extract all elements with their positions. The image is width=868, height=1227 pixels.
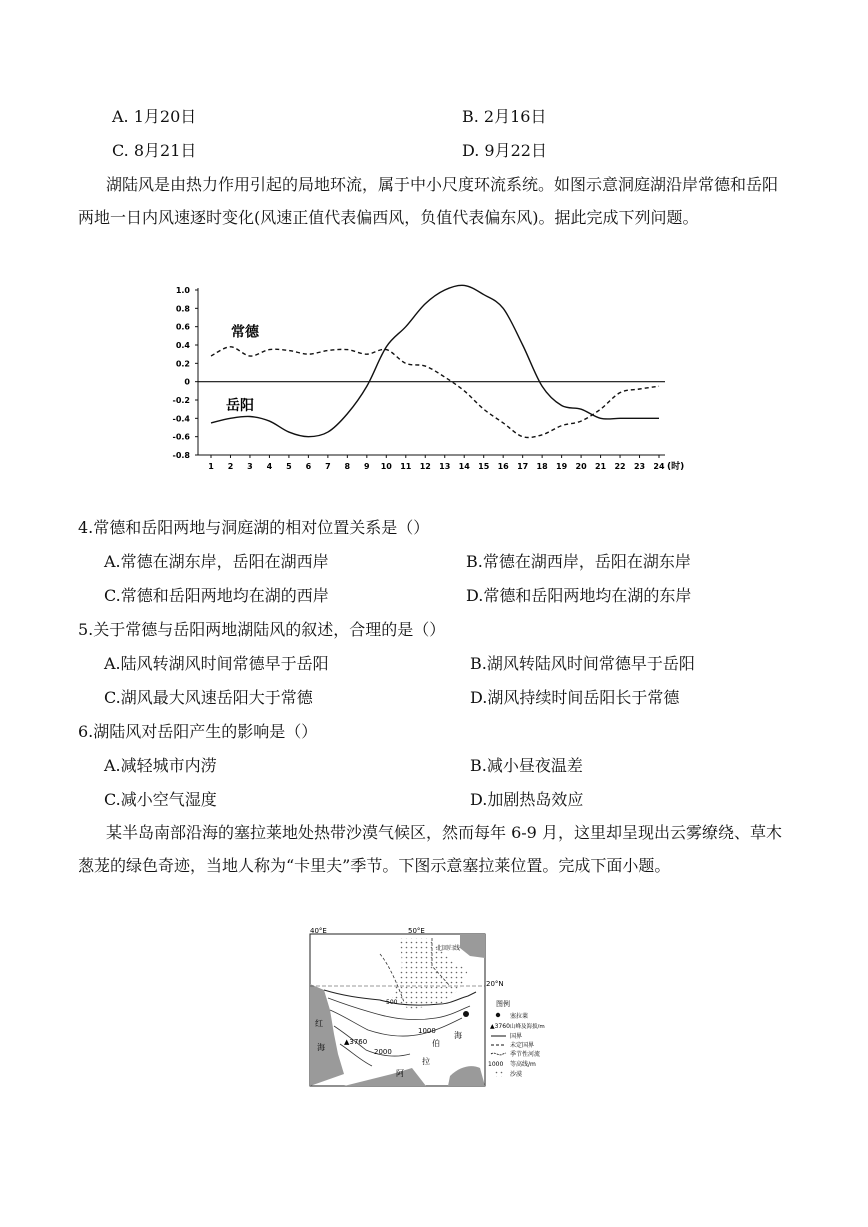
legend-peak: 山峰及海拔/m — [510, 1024, 545, 1030]
wind-speed-chart — [0, 275, 868, 485]
y-tick-label: 0.4 — [175, 341, 190, 350]
x-tick-label: 7 — [325, 462, 331, 471]
q6-option-d: D.加剧热岛效应 — [470, 790, 584, 809]
x-tick-label: 9 — [364, 462, 370, 471]
salalah-location-map — [300, 926, 568, 1088]
map-peak: ▲3760 — [344, 1038, 368, 1046]
x-tick-label: 3 — [247, 462, 253, 471]
legend-city-symbol — [496, 1013, 500, 1017]
legend-river-symbol — [491, 1053, 506, 1055]
x-tick-label: 15 — [478, 462, 490, 471]
map-contour-1000: 1000 — [418, 1027, 436, 1035]
map-sea1a: 红 — [315, 1019, 323, 1028]
y-tick-label: 0.2 — [175, 359, 190, 369]
map-sea2c: 伯 — [432, 1039, 440, 1048]
x-tick-label: 5 — [286, 462, 292, 471]
x-tick-label: 14 — [458, 462, 470, 471]
legend-desert: 沙漠 — [510, 1071, 523, 1078]
map-legend — [488, 999, 545, 1078]
series-label-yueyang: 岳阳 — [226, 397, 254, 414]
q3-option-c: C. 8月21日 — [112, 141, 197, 160]
x-tick-label: 21 — [594, 462, 607, 471]
q4-stem: 4.常德和岳阳两地与洞庭湖的相对位置关系是（） — [78, 518, 430, 537]
map-lat: 20°N — [486, 980, 504, 988]
q4-option-a: A.常德在湖东岸，岳阳在湖西岸 — [104, 552, 329, 571]
q5-option-a: A.陆风转湖风时间常德早于岳阳 — [104, 654, 329, 673]
map-sea1b: 海 — [317, 1043, 325, 1052]
y-tick-label: 0.6 — [175, 322, 190, 332]
series-line-yueyang — [211, 285, 659, 436]
intro-paragraph-salalah: 某半岛南部沿海的塞拉莱地处热带沙漠气候区，然而每年 6-9 月，这里却呈现出云雾缭绕、草木葱茏的绿色奇迹，当地人称为“卡里夫”季节。下图示意塞拉莱位置。完成下面小题。 — [78, 823, 782, 875]
x-axis-label: (时) — [667, 462, 685, 472]
legend-title: 图例 — [496, 1000, 510, 1008]
x-tick-label: 18 — [536, 462, 548, 471]
x-tick-label: 12 — [419, 462, 431, 471]
q3-option-a: A. 1月20日 — [112, 107, 197, 126]
legend-river: 季节性河流 — [510, 1051, 541, 1058]
q4-option-b: B.常德在湖西岸，岳阳在湖东岸 — [466, 552, 691, 571]
q4-option-d: D.常德和岳阳两地均在湖的东岸 — [466, 586, 692, 605]
chart-axes — [195, 288, 665, 458]
x-tick-label: 4 — [266, 462, 273, 471]
y-tick-label: -0.2 — [172, 396, 190, 405]
q5-option-d: D.湖风持续时间岳阳长于常德 — [470, 688, 680, 707]
q6-option-c: C.减小空气湿度 — [104, 790, 217, 809]
chart-series — [211, 285, 659, 437]
x-tick-label: 24 — [653, 462, 665, 471]
x-tick-label: 2 — [227, 462, 234, 471]
series-label-changde: 常德 — [231, 324, 259, 341]
x-tick-label: 13 — [439, 462, 451, 471]
x-tick-label: 1 — [208, 462, 214, 471]
legend-contour-num: 1000 — [488, 1061, 504, 1068]
q6-option-b: B.减小昼夜温差 — [470, 756, 583, 775]
map-lon1: 40°E — [310, 927, 327, 935]
q3-option-d: D. 9月22日 — [462, 141, 547, 160]
x-tick-label: 10 — [380, 462, 392, 471]
x-tick-label: 8 — [344, 462, 351, 471]
q5-option-b: B.湖风转陆风时间常德早于岳阳 — [470, 654, 695, 673]
y-tick-label: 0.8 — [175, 304, 190, 314]
y-tick-label: -0.8 — [172, 451, 190, 460]
x-tick-label: 19 — [556, 462, 568, 471]
y-tick-label: -0.4 — [172, 414, 190, 424]
map-contour-2000: 2000 — [374, 1048, 392, 1056]
x-tick-label: 22 — [614, 462, 626, 471]
x-tick-label: 23 — [633, 462, 646, 471]
legend-border: 国界 — [510, 1033, 523, 1040]
map-contour-500: 500 — [386, 999, 398, 1006]
q5-stem: 5.关于常德与岳阳两地湖陆风的叙述，合理的是（） — [78, 620, 446, 639]
map-sea2d: 海 — [454, 1031, 462, 1040]
legend-city: 塞拉莱 — [510, 1013, 529, 1020]
y-tick-label: 0 — [184, 377, 190, 387]
map-tropic: 北回归线 — [436, 945, 461, 952]
x-tick-label: 16 — [497, 462, 509, 471]
chart-labels — [173, 286, 685, 472]
legend-contour: 等高线/m — [510, 1061, 536, 1068]
map-lon2: 50°E — [408, 927, 425, 935]
x-tick-label: 11 — [400, 462, 412, 471]
y-tick-label: -0.6 — [172, 432, 190, 442]
legend-desert-symbol — [493, 1070, 505, 1077]
q5-option-c: C.湖风最大风速岳阳大于常德 — [104, 688, 313, 707]
x-tick-label: 6 — [305, 462, 312, 471]
map-sea2b: 拉 — [422, 1057, 430, 1066]
series-line-changde — [211, 347, 659, 438]
legend-peak-num: ▲3760 — [490, 1023, 510, 1030]
q6-stem: 6.湖陆风对岳阳产生的影响是（） — [78, 722, 318, 741]
x-tick-label: 20 — [575, 462, 587, 471]
y-tick-label: 1.0 — [175, 286, 190, 295]
x-tick-label: 17 — [517, 462, 529, 471]
q4-option-c: C.常德和岳阳两地均在湖的西岸 — [104, 586, 329, 605]
q3-option-b: B. 2月16日 — [462, 107, 547, 126]
map-sea2a: 阿 — [396, 1069, 404, 1078]
q6-option-a: A.减轻城市内涝 — [104, 756, 217, 775]
legend-undefined: 未定国界 — [510, 1042, 535, 1049]
intro-paragraph-lake-breeze: 湖陆风是由热力作用引起的局地环流，属于中小尺度环流系统。如图示意洞庭湖沿岸常德和岳阳两地一日内风速逐时变化(风速正值代表偏西风，负值代表偏东风)。据此完成下列问题。 — [78, 175, 779, 227]
salalah-city — [463, 1011, 469, 1017]
